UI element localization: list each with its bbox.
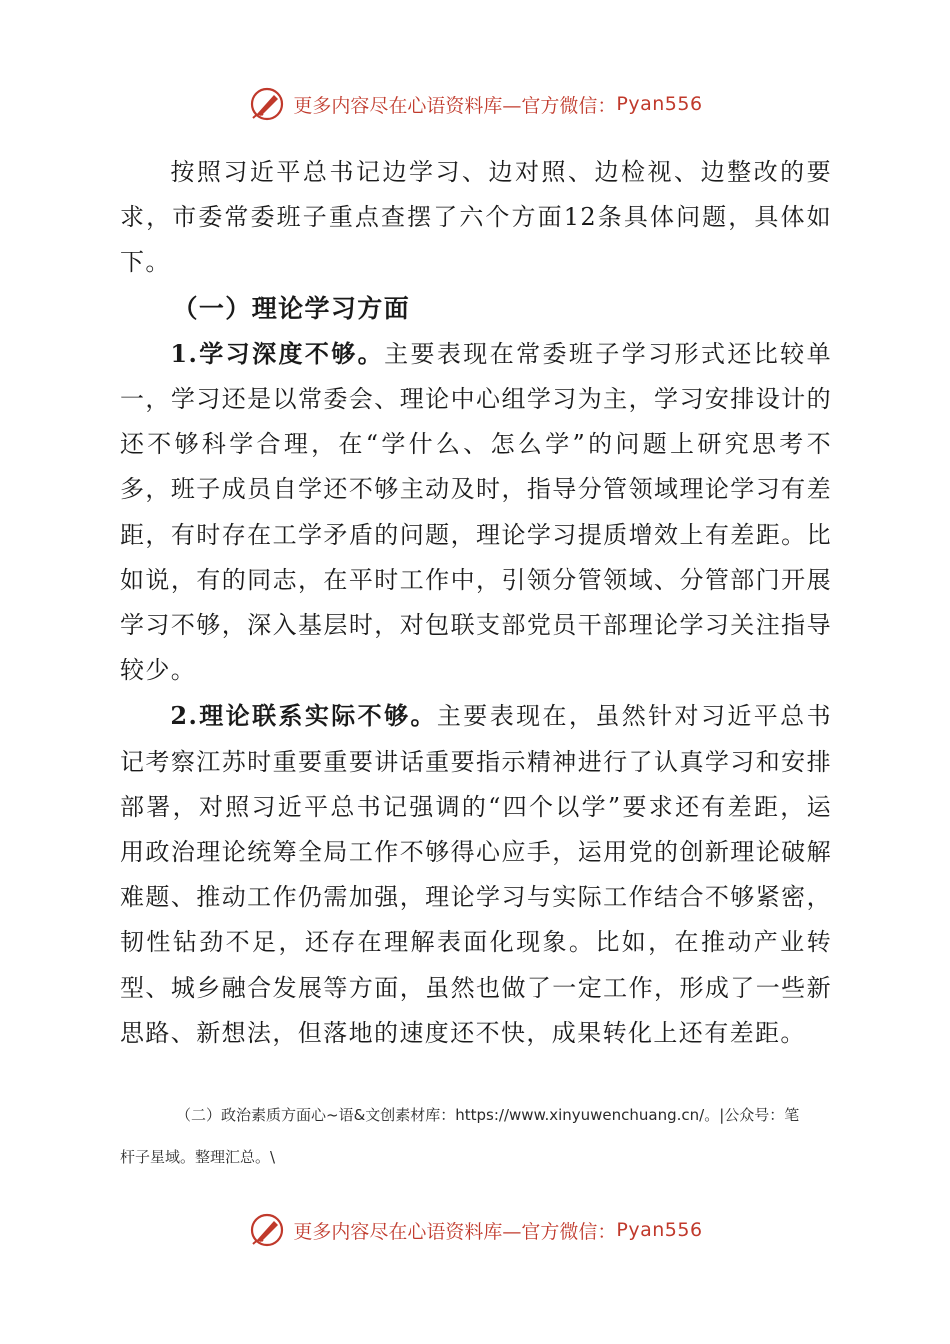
footnote (120, 1094, 832, 1178)
item-2-paragraph (120, 693, 832, 1056)
footer-banner (0, 1208, 950, 1252)
pen-logo-icon (247, 84, 287, 124)
footnote-line-1: （二）政治素质方面心~语&文创素材库：https://www.xinyuwenchuang.cn/。|公众号：笔 (176, 1106, 800, 1124)
item-2-lead: 2.理论联系实际不够。 (170, 701, 437, 731)
section-heading-theory: （一）理论学习方面 (172, 293, 411, 323)
banner-text: 更多内容尽在心语资料库—官方微信： (293, 1220, 617, 1243)
item-2-text: 主要表现在，虽然针对习近平总书记考察江苏时重要重要讲话重要指示精神进行了认真学习和安排部署，对照习近平总书记强调的“四个以学”要求还有差距，运用政治理论统筹全局工作不够得心应手，运用党的创新理论破解难题、推动工作仍需加强，理论学习与实际工作结合不够紧密，韧性钻劲不足，还存在理解表面化现象。比如，在推动产业转型、城乡融合发展等方面，虽然也做了一定工作，形成了一些新思路、新想法，但落地的速度还不快，成果转化上还有差距。 (120, 702, 832, 1047)
pen-logo-icon (247, 1210, 287, 1250)
banner-wechat-id: Pyan556 (616, 1219, 703, 1241)
item-1-lead: 1.学习深度不够。 (170, 338, 385, 368)
intro-paragraph: 按照习近平总书记边学习、边对照、边检视、边整改的要求，市委常委班子重点查摆了六个方面12条具体问题，具体如下。 (120, 158, 832, 277)
banner-text: 更多内容尽在心语资料库—官方微信： (293, 94, 617, 117)
item-1-paragraph (120, 331, 832, 694)
item-1-text: 主要表现在常委班子学习形式还比较单一，学习还是以常委会、理论中心组学习为主，学习安排设计的还不够科学合理，在“学什么、怎么学”的问题上研究思考不多，班子成员自学还不够主动及时，指导分管领域理论学习有差距，有时存在工学矛盾的问题，理论学习提质增效上有差距。比如说，有的同志，在平时工作中，引领分管领域、分管部门开展学习不够，深入基层时，对包联支部党员干部理论学习关注指导较少。 (120, 339, 832, 685)
banner-wechat-id: Pyan556 (616, 93, 703, 115)
header-banner (0, 82, 950, 126)
document-body (120, 150, 832, 1056)
footnote-line-2: 杆子星域。整理汇总。\ (120, 1148, 276, 1166)
